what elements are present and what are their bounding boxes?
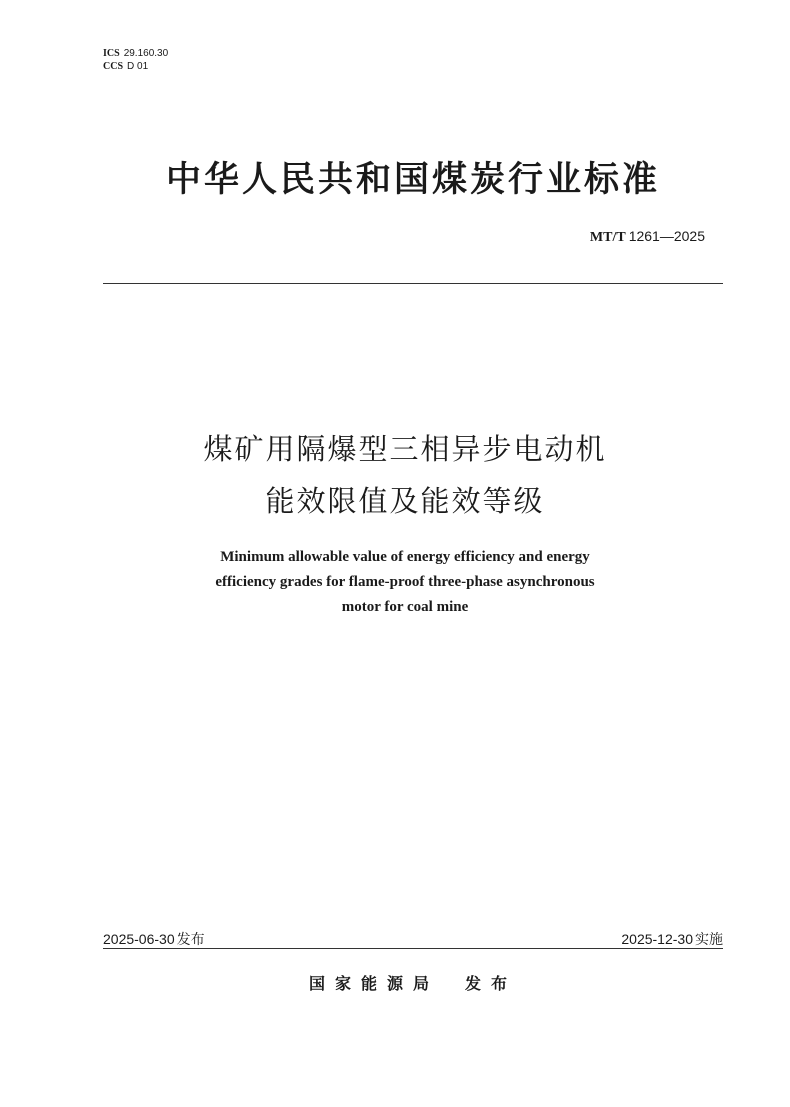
implement-date-block bbox=[621, 929, 723, 949]
publisher-line bbox=[103, 971, 723, 994]
ics-label: ICS bbox=[103, 48, 120, 59]
english-title bbox=[103, 545, 707, 620]
chinese-title-line-2: 能效限值及能效等级 bbox=[265, 484, 545, 518]
implement-label: 实施 bbox=[695, 932, 723, 948]
ics-line bbox=[103, 47, 168, 60]
publisher-name: 国家能源局 bbox=[308, 974, 439, 993]
standard-code-prefix: MT/T bbox=[589, 230, 626, 245]
chinese-title bbox=[103, 423, 707, 527]
chinese-title-line-1: 煤矿用隔爆型三相异步电动机 bbox=[203, 432, 607, 466]
ccs-line bbox=[103, 60, 168, 73]
bottom-divider bbox=[103, 948, 723, 949]
english-title-line-3: motor for coal mine bbox=[341, 599, 469, 615]
english-title-line-2: efficiency grades for flame-proof three-phase asynchronous bbox=[215, 574, 595, 590]
standard-code bbox=[590, 228, 705, 246]
ics-code: 29.160.30 bbox=[123, 48, 169, 59]
ccs-label: CCS bbox=[103, 61, 124, 72]
implement-date: 2025-12-30 bbox=[621, 931, 693, 947]
english-title-line-1: Minimum allowable value of energy efficiency and energy bbox=[220, 549, 590, 565]
issue-label: 发布 bbox=[176, 932, 205, 948]
standard-title: 中华人民共和国煤炭行业标准 bbox=[165, 160, 660, 200]
classification-block bbox=[103, 47, 168, 73]
issue-date-block bbox=[103, 929, 205, 949]
publisher-action: 发布 bbox=[465, 974, 518, 993]
issue-date: 2025-06-30 bbox=[103, 931, 175, 947]
ccs-code: D 01 bbox=[127, 61, 149, 72]
top-divider bbox=[103, 283, 723, 284]
standard-code-number: 1261—2025 bbox=[628, 228, 705, 244]
